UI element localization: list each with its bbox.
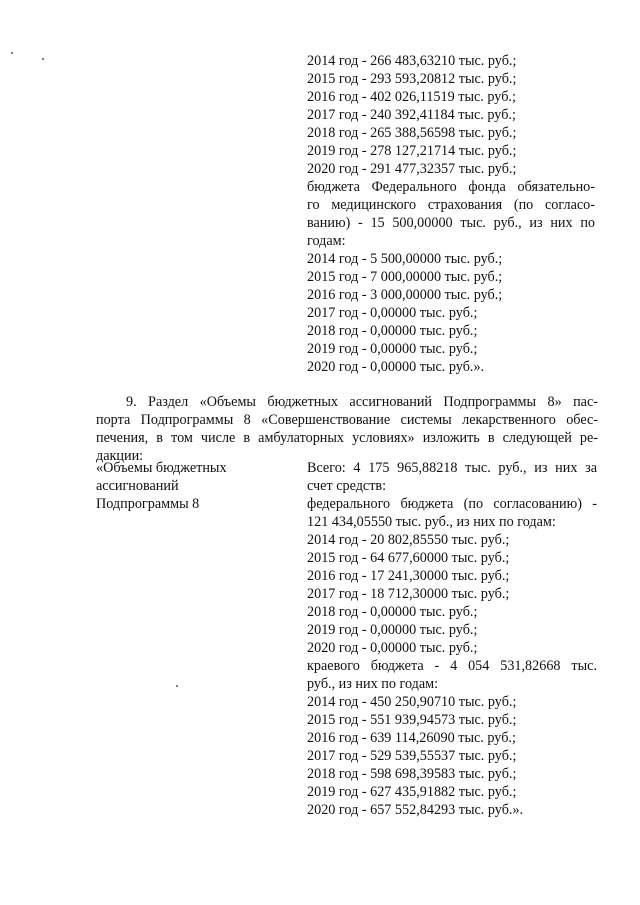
top-line: 2015 год - 7 000,00000 тыс. руб.;	[307, 269, 503, 285]
table-right-line: 2017 год - 18 712,30000 тыс. руб.;	[307, 586, 510, 602]
paragraph-9-line: печения, в том числе в амбулаторных условиях» изложить в следующей ре-	[96, 430, 598, 446]
top-line: 2017 год - 0,00000 тыс. руб.;	[307, 305, 478, 321]
top-line: 2020 год - 291 477,32357 тыс. руб.;	[307, 161, 517, 177]
table-right-line: 2015 год - 551 939,94573 тыс. руб.;	[307, 712, 517, 728]
table-left-line: ассигнований	[96, 478, 179, 494]
table-left-line: «Объемы бюджетных	[96, 460, 227, 476]
table-right-line: руб., из них по годам:	[307, 676, 439, 692]
table-right-line: 2020 год - 0,00000 тыс. руб.;	[307, 640, 478, 656]
table-right-line: 2014 год - 450 250,90710 тыс. руб.;	[307, 694, 517, 710]
scan-speck	[11, 52, 13, 54]
table-right-line: федерального бюджета (по согласованию) -	[307, 496, 597, 512]
table-right-line: 121 434,05550 тыс. руб., из них по годам:	[307, 514, 556, 530]
table-right-line: Всего: 4 175 965,88218 тыс. руб., из них за	[307, 460, 597, 476]
top-line: 2014 год - 266 483,63210 тыс. руб.;	[307, 53, 517, 69]
top-line: 2016 год - 3 000,00000 тыс. руб.;	[307, 287, 503, 303]
table-right-line: 2016 год - 17 241,30000 тыс. руб.;	[307, 568, 510, 584]
paragraph-9-line: дакции:	[96, 448, 144, 464]
top-line: го медицинского страхования (по согласо-	[307, 197, 595, 213]
table-left-line: Подпрограммы 8	[96, 496, 200, 512]
top-line: 2020 год - 0,00000 тыс. руб.».	[307, 359, 485, 375]
table-right-line: 2016 год - 639 114,26090 тыс. руб.;	[307, 730, 516, 746]
top-line: 2018 год - 265 388,56598 тыс. руб.;	[307, 125, 517, 141]
top-line: 2016 год - 402 026,11519 тыс. руб.;	[307, 89, 516, 105]
table-right-line: 2017 год - 529 539,55537 тыс. руб.;	[307, 748, 517, 764]
top-line: 2015 год - 293 593,20812 тыс. руб.;	[307, 71, 517, 87]
top-line: ванию) - 15 500,00000 тыс. руб., из них по	[307, 215, 595, 231]
scan-speck	[176, 685, 178, 687]
table-right-line: 2019 год - 627 435,91882 тыс. руб.;	[307, 784, 517, 800]
paragraph-9-line: 9. Раздел «Объемы бюджетных ассигнований Подпрограммы 8» пас-	[126, 394, 598, 410]
table-right-line: 2018 год - 0,00000 тыс. руб.;	[307, 604, 478, 620]
scan-speck	[42, 58, 44, 60]
table-right-line: краевого бюджета - 4 054 531,82668 тыс.	[307, 658, 597, 674]
top-line: бюджета Федерального фонда обязательно-	[307, 179, 595, 195]
table-right-line: 2018 год - 598 698,39583 тыс. руб.;	[307, 766, 517, 782]
top-line: годам:	[307, 233, 346, 249]
top-line: 2018 год - 0,00000 тыс. руб.;	[307, 323, 478, 339]
paragraph-9-line: порта Подпрограммы 8 «Совершенствование системы лекарственного обес-	[96, 412, 598, 428]
top-line: 2019 год - 278 127,21714 тыс. руб.;	[307, 143, 517, 159]
table-right-line: 2020 год - 657 552,84293 тыс. руб.».	[307, 802, 524, 818]
table-right-line: 2019 год - 0,00000 тыс. руб.;	[307, 622, 478, 638]
top-line: 2014 год - 5 500,00000 тыс. руб.;	[307, 251, 503, 267]
top-line: 2017 год - 240 392,41184 тыс. руб.;	[307, 107, 516, 123]
table-right-line: счет средств:	[307, 478, 387, 494]
table-right-line: 2014 год - 20 802,85550 тыс. руб.;	[307, 532, 510, 548]
table-right-line: 2015 год - 64 677,60000 тыс. руб.;	[307, 550, 510, 566]
top-line: 2019 год - 0,00000 тыс. руб.;	[307, 341, 478, 357]
